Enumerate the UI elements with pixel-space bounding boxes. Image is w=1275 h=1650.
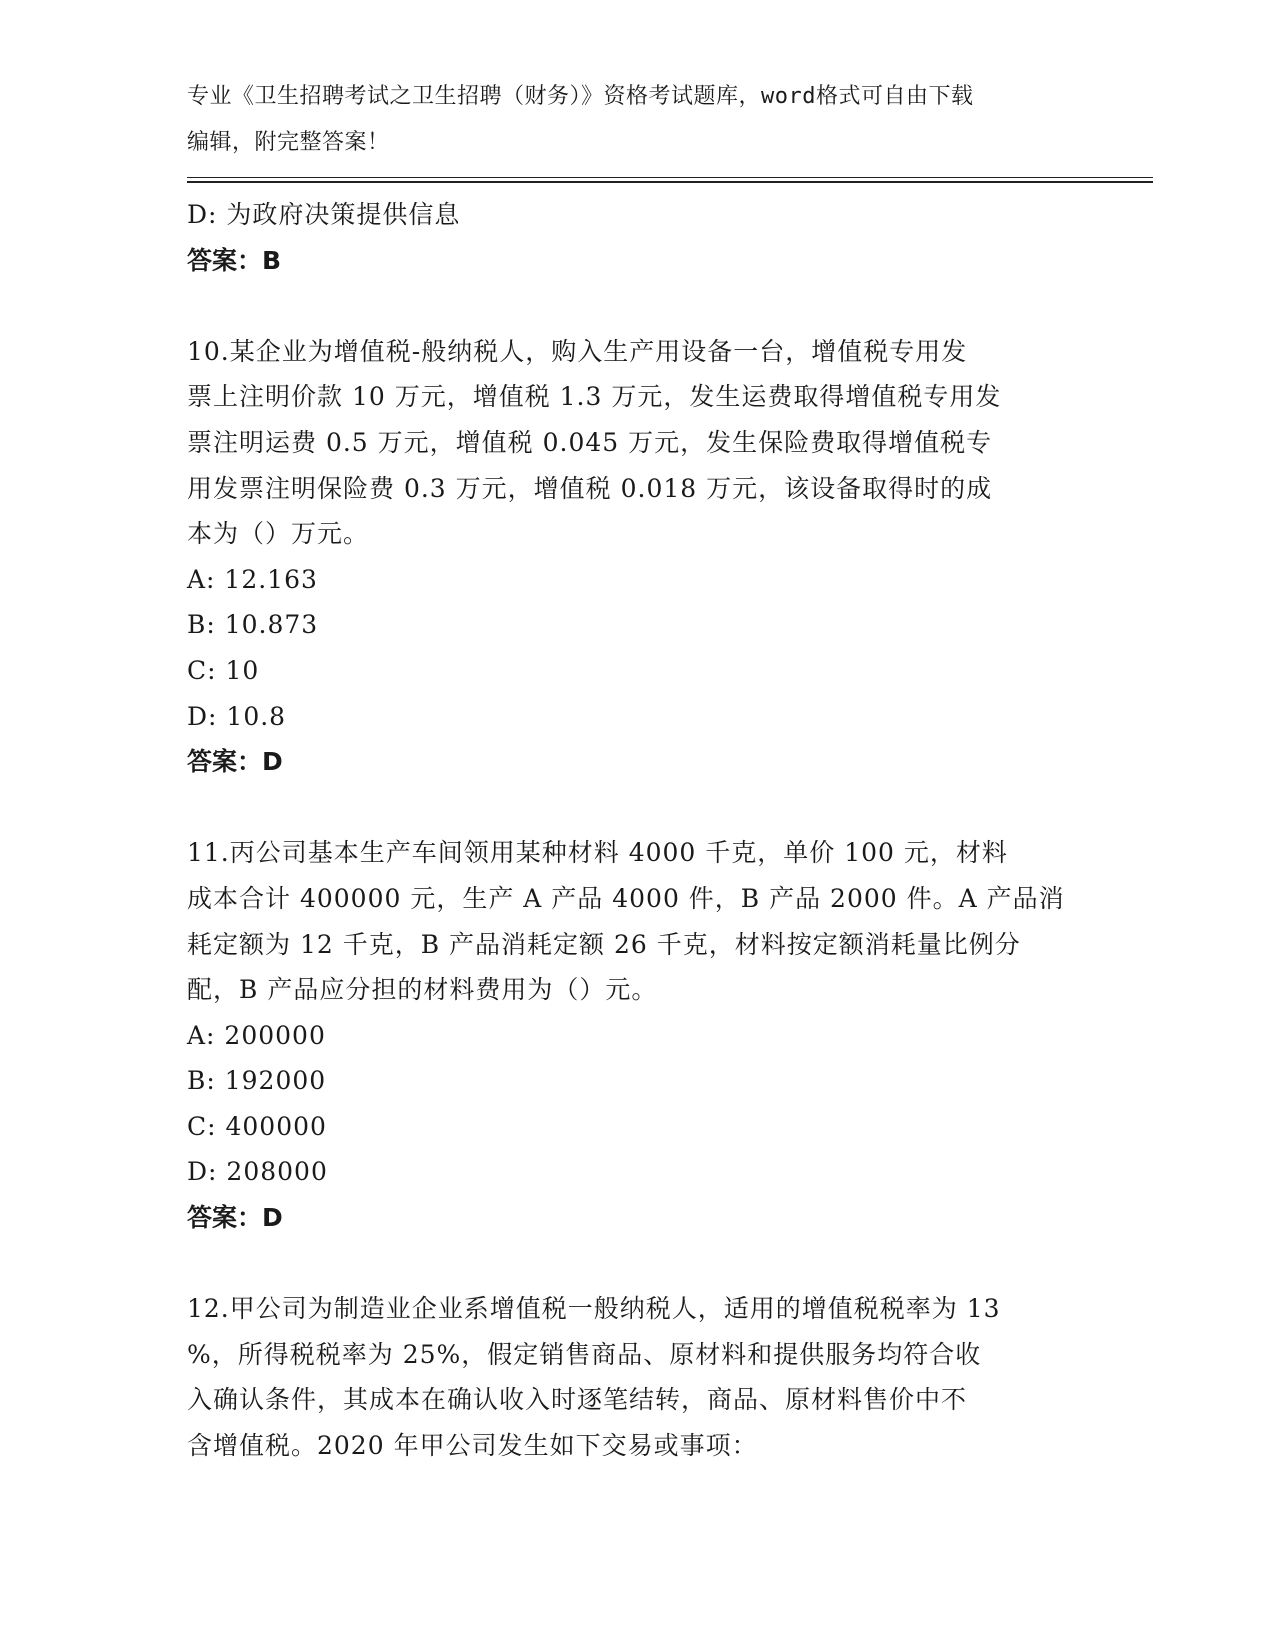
question-stem-line: 耗定额为 12 千克，B 产品消耗定额 26 千克，材料按定额消耗量比例分 [187, 929, 1021, 959]
spacer [187, 283, 1087, 329]
question-stem-line: 12.甲公司为制造业企业系增值税一般纳税人，适用的增值税税率为 13 [187, 1294, 1001, 1324]
document-body [187, 192, 1087, 1469]
answer-line: 答案：B [187, 245, 282, 275]
header-line-2: 编辑，附完整答案！ [187, 129, 390, 155]
option-b: B: 10.873 [187, 610, 319, 640]
question-stem-line: 本为（）万元。 [187, 519, 370, 549]
question-stem-line: 用发票注明保险费 0.3 万元，增值税 0.018 万元，该设备取得时的成 [187, 473, 993, 503]
answer-line: 答案：D [187, 747, 283, 777]
option-d: D: 10.8 [187, 701, 287, 731]
question-10 [187, 329, 1087, 785]
option-a: A: 200000 [187, 1020, 326, 1050]
option-c: C: 400000 [187, 1111, 327, 1141]
question-stem-line: %，所得税税率为 25%，假定销售商品、原材料和提供服务均符合收 [187, 1339, 982, 1369]
option-c: C: 10 [187, 655, 260, 685]
spacer [187, 1241, 1087, 1287]
question-stem-line: 成本合计 400000 元，生产 A 产品 4000 件，B 产品 2000 件。A 产品消 [187, 883, 1065, 913]
header-divider-thick [187, 181, 1153, 183]
spacer [187, 785, 1087, 831]
question-11 [187, 830, 1087, 1240]
document-header [187, 74, 1087, 165]
question-stem-line: 10.某企业为增值税-般纳税人，购入生产用设备一台，增值税专用发 [187, 336, 968, 366]
option-b: B: 192000 [187, 1066, 327, 1096]
option-a: A: 12.163 [187, 564, 318, 594]
question-stem-line: 11.丙公司基本生产车间领用某种材料 4000 千克，单价 100 元，材料 [187, 838, 1008, 868]
question-stem-line: 配，B 产品应分担的材料费用为（）元。 [187, 975, 658, 1005]
previous-question-tail [187, 192, 1087, 283]
question-stem-line: 入确认条件，其成本在确认收入时逐笔结转，商品、原材料售价中不 [187, 1385, 968, 1415]
option-d: D: 208000 [187, 1157, 328, 1187]
question-stem-line: 票注明运费 0.5 万元，增值税 0.045 万元，发生保险费取得增值税专 [187, 427, 993, 457]
header-line-1: 专业《卫生招聘考试之卫生招聘（财务）》资格考试题库，word格式可自由下载 [187, 84, 974, 109]
question-stem-line: 票上注明价款 10 万元，增值税 1.3 万元，发生运费取得增值税专用发 [187, 382, 1002, 412]
answer-line: 答案：D [187, 1203, 283, 1233]
option-d: D: 为政府决策提供信息 [187, 200, 461, 229]
question-stem-line: 含增值税。2020 年甲公司发生如下交易或事项： [187, 1431, 758, 1461]
header-divider-thin [187, 177, 1153, 178]
question-12 [187, 1286, 1087, 1468]
